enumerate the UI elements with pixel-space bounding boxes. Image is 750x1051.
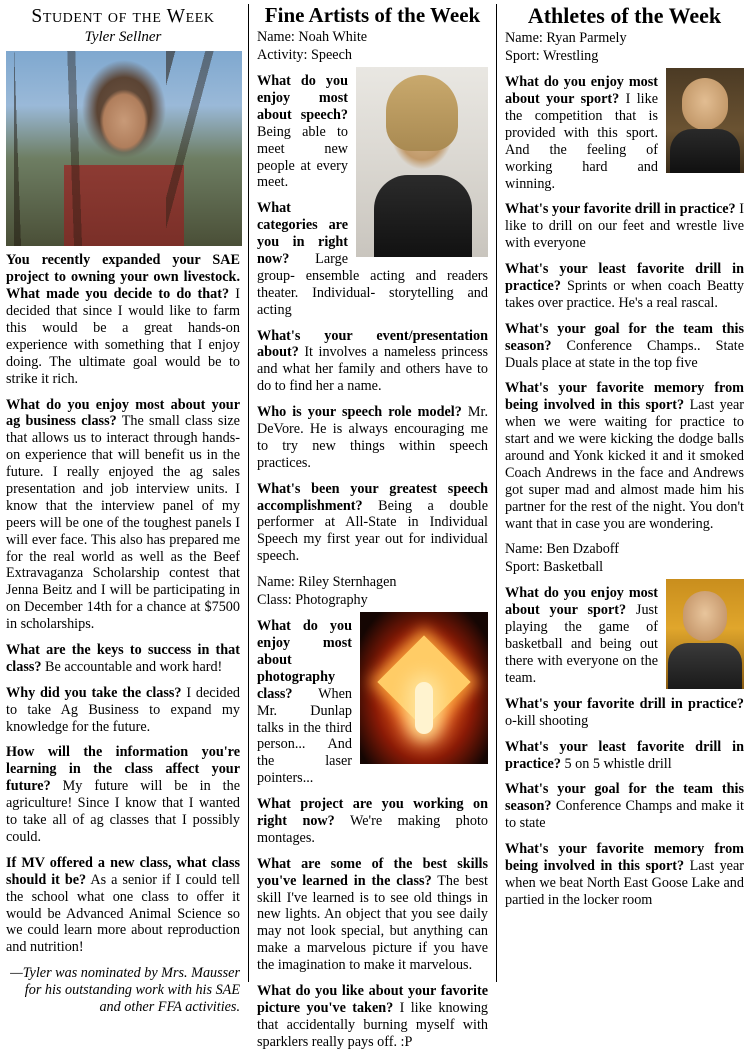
athlete1-answer-2: Sprints or when coach Beatty takes over practice. He's a real rascal. xyxy=(505,277,744,311)
athlete1-qa-2 xyxy=(505,261,744,312)
artist1-answer-4: Being a double performer at All-State in Individual Speech my first year out for individual speech. xyxy=(257,497,488,565)
riley-class-value: Photography xyxy=(295,592,368,609)
athlete2-answer-2: 5 on 5 whistle drill xyxy=(560,755,672,772)
ryan-parmely-photo xyxy=(666,68,744,173)
athlete2-answer-4: Last year when we beat North East Goose Lake and partied in the locker room xyxy=(505,857,745,908)
athlete2-question-2: What's your least favorite drill in practice? xyxy=(505,738,744,772)
student-answer-0: I decided that since I would like to farm this would be a great hands-on experience with something that I enjoy doing. The ultimate goal would be to strike it rich. xyxy=(6,286,240,387)
student-name-subtitle: Tyler Sellner xyxy=(84,29,162,46)
athletes-section-title: Athletes of the Week xyxy=(527,3,722,28)
ryan-name-value: Ryan Parmely xyxy=(546,30,627,47)
artist2-answer-3: I like knowing that accidentally burning myself with sparklers really pays off. :P xyxy=(257,999,489,1050)
athlete2-question-4: What's your favorite memory from being involved in this sport? xyxy=(505,841,744,874)
athlete2-answer-0: Just playing the game of basketball and being out there with everyone on the team. xyxy=(505,602,658,686)
artist2-question-0: What do you enjoy most about photography class? xyxy=(257,618,352,702)
column-fine-artists xyxy=(248,3,496,1050)
student-section-title: Student of the Week xyxy=(31,6,215,27)
artist1-answer-1: Large group- ensemble acting and readers theater. Individual- storytelling and acting xyxy=(257,251,488,318)
artist1-question-1: What categories are you in right now? xyxy=(257,200,348,268)
column-athletes xyxy=(496,4,744,982)
ryan-sport-value: Wrestling xyxy=(542,48,599,65)
ben-sport-label: Sport: xyxy=(505,559,540,576)
student-qa-4 xyxy=(6,744,240,845)
noah-activity-label: Activity: xyxy=(257,47,308,64)
student-answer-4: My future will be in the agriculture! Since I know that I wanted to take all of ag classes that I possibly could. xyxy=(6,778,240,845)
athlete2-question-3: What's your goal for the team this season? xyxy=(505,781,744,815)
riley-name-line xyxy=(257,574,488,591)
riley-class-label: Class: xyxy=(257,592,292,609)
student-question-4: How will the information you're learning in the class affect your future? xyxy=(6,744,240,795)
athlete2-answer-1: o-kill shooting xyxy=(505,712,589,729)
student-answer-2: Be accountable and work hard! xyxy=(41,658,223,675)
riley-class-line xyxy=(257,592,488,609)
artist2-question-2: What are some of the best skills you've learned in the class? xyxy=(257,855,488,889)
student-question-0: You recently expanded your SAE project to owning your own livestock. What made you decide to do that? xyxy=(6,252,240,303)
athlete1-question-0: What do you enjoy most about your sport? xyxy=(505,74,658,108)
artist1-answer-0: Being able to meet new people at every meet. xyxy=(257,123,348,191)
riley-name-value: Riley Sternhagen xyxy=(298,574,397,591)
three-column-layout xyxy=(6,3,745,1050)
athlete1-answer-3: Conference Champs.. State Duals place at state in the top five xyxy=(505,337,744,371)
ryan-sport-line xyxy=(505,48,744,65)
riley-name-label: Name: xyxy=(257,574,295,591)
ben-name-value: Ben Dzaboff xyxy=(546,541,619,558)
ben-sport-value: Basketball xyxy=(543,559,604,576)
athlete2-qa-3 xyxy=(505,781,744,832)
athlete2-qa-4 xyxy=(505,841,744,909)
artist1-answer-2: It involves a nameless princess and what her family and others have to do to find her a name. xyxy=(257,344,488,395)
student-answer-1: The small class size that allows us to interact through hands-on experience that will benefit us in the future. I really enjoyed the ag sales presentation and job interview units. I know that the interview panel of my peers will be one of the toughest panels I will ever face. This also has prepared me for the real world as well as the Beef Extravaganza Scholarship contest that Jenna Beitz and I will be participating in on December 14th for a chance at $7500 in scholarships. xyxy=(6,413,240,633)
student-question-2: What are the keys to success in that class? xyxy=(6,642,240,675)
ben-name-line xyxy=(505,541,744,558)
athlete1-answer-4: Last year when we were waiting for practice to start and we were kicking the dodge balls around and Yonk kicked it and it smoked Coach Andrews in the face and Andrews got super mad and almost made him his partner for the rest of the night. You don't want that in case you are wondering. xyxy=(505,397,745,532)
artist1-answer-3: Mr. DeVore. He is always encouraging me to try new things within speech practices. xyxy=(257,404,488,471)
ben-dzaboff-photo xyxy=(666,579,744,689)
noah-activity-line xyxy=(257,47,488,64)
artist2-question-3: What do you like about your favorite picture you've taken? xyxy=(257,983,488,1016)
artist1-question-4: What's been your greatest speech accomplishment? xyxy=(257,480,488,514)
athlete1-qa-1 xyxy=(505,201,744,252)
ben-sport-line xyxy=(505,559,744,576)
athlete1-qa-3 xyxy=(505,321,744,372)
sparkler-heart-photo xyxy=(360,612,488,764)
athlete1-question-4: What's your favorite memory from being involved in this sport? xyxy=(505,380,744,414)
ryan-name-label: Name: xyxy=(505,30,543,47)
athlete1-question-2: What's your least favorite drill in practice? xyxy=(505,261,744,294)
artist1-qa-2 xyxy=(257,328,488,396)
student-qa-3 xyxy=(6,685,240,736)
artists-section-title: Fine Artists of the Week xyxy=(264,3,481,27)
athlete1-question-3: What's your goal for the team this season? xyxy=(505,320,744,354)
student-question-3: Why did you take the class? xyxy=(6,684,182,701)
athlete1-answer-1: I like to drill on our feet and wrestle live with everyone xyxy=(505,201,744,252)
student-answer-5: As a senior if I could tell the school what one class to offer it would be Advanced Animal Science so we could learn more about reproduction and nutrition! xyxy=(6,871,240,956)
artist2-question-1: What project are you working on right now? xyxy=(257,796,488,830)
artist2-answer-2: The best skill I've learned is to see old things in new lights. An object that you see daily may not look special, but anything can make a marvelous picture if you have the imagination to make it marvelous. xyxy=(257,872,488,974)
artist1-question-3: Who is your speech role model? xyxy=(257,404,462,421)
noah-name-label: Name: xyxy=(257,29,295,46)
ben-name-label: Name: xyxy=(505,541,543,558)
artist2-qa-2 xyxy=(257,856,488,974)
tyler-sellner-photo xyxy=(6,51,242,246)
student-question-5: If MV offered a new class, what class should it be? xyxy=(6,854,240,888)
student-qa-2 xyxy=(6,642,240,676)
artist2-answer-0: When Mr. Dunlap talks in the third person... And the laser pointers... xyxy=(257,685,352,787)
student-answer-3: I decided to take Ag Business to expand my knowledge for the future. xyxy=(6,684,240,735)
artist2-qa-1 xyxy=(257,796,488,847)
column-student-of-the-week xyxy=(6,4,248,1016)
artist2-qa-3 xyxy=(257,983,488,1051)
athlete2-question-0: What do you enjoy most about your sport? xyxy=(505,585,658,619)
artist1-question-0: What do you enjoy most about speech? xyxy=(257,73,348,123)
ryan-name-line xyxy=(505,30,744,47)
artist1-qa-4 xyxy=(257,481,488,565)
student-qa-5 xyxy=(6,855,240,956)
athlete2-qa-1 xyxy=(505,696,744,730)
athlete2-qa-2 xyxy=(505,739,744,773)
student-qa-1 xyxy=(6,397,240,633)
ryan-sport-label: Sport: xyxy=(505,48,540,65)
noah-white-photo xyxy=(356,67,488,257)
student-question-1: What do you enjoy most about your ag business class? xyxy=(6,396,240,430)
athlete1-question-1: What's your favorite drill in practice? xyxy=(505,201,736,218)
athlete2-answer-3: Conference Champs and make it to state xyxy=(505,798,744,832)
noah-activity-value: Speech xyxy=(311,47,352,64)
student-qa-0 xyxy=(6,252,240,387)
noah-name-value: Noah White xyxy=(298,29,368,46)
artist2-answer-1: We're making photo montages. xyxy=(257,813,488,846)
artist1-qa-3 xyxy=(257,404,488,472)
artist1-question-2: What's your event/presentation about? xyxy=(257,327,488,361)
athlete1-qa-4 xyxy=(505,380,744,532)
athlete1-answer-0: I like the competition that is provided with this sport. And the feeling of working hard and winning. xyxy=(505,91,658,192)
student-nomination-note: —Tyler was nominated by Mrs. Mausser for his outstanding work with his SAE and other FFA activities. xyxy=(10,965,240,1016)
athlete2-question-1: What's your favorite drill in practice? xyxy=(505,695,744,712)
noah-name-line xyxy=(257,29,488,46)
